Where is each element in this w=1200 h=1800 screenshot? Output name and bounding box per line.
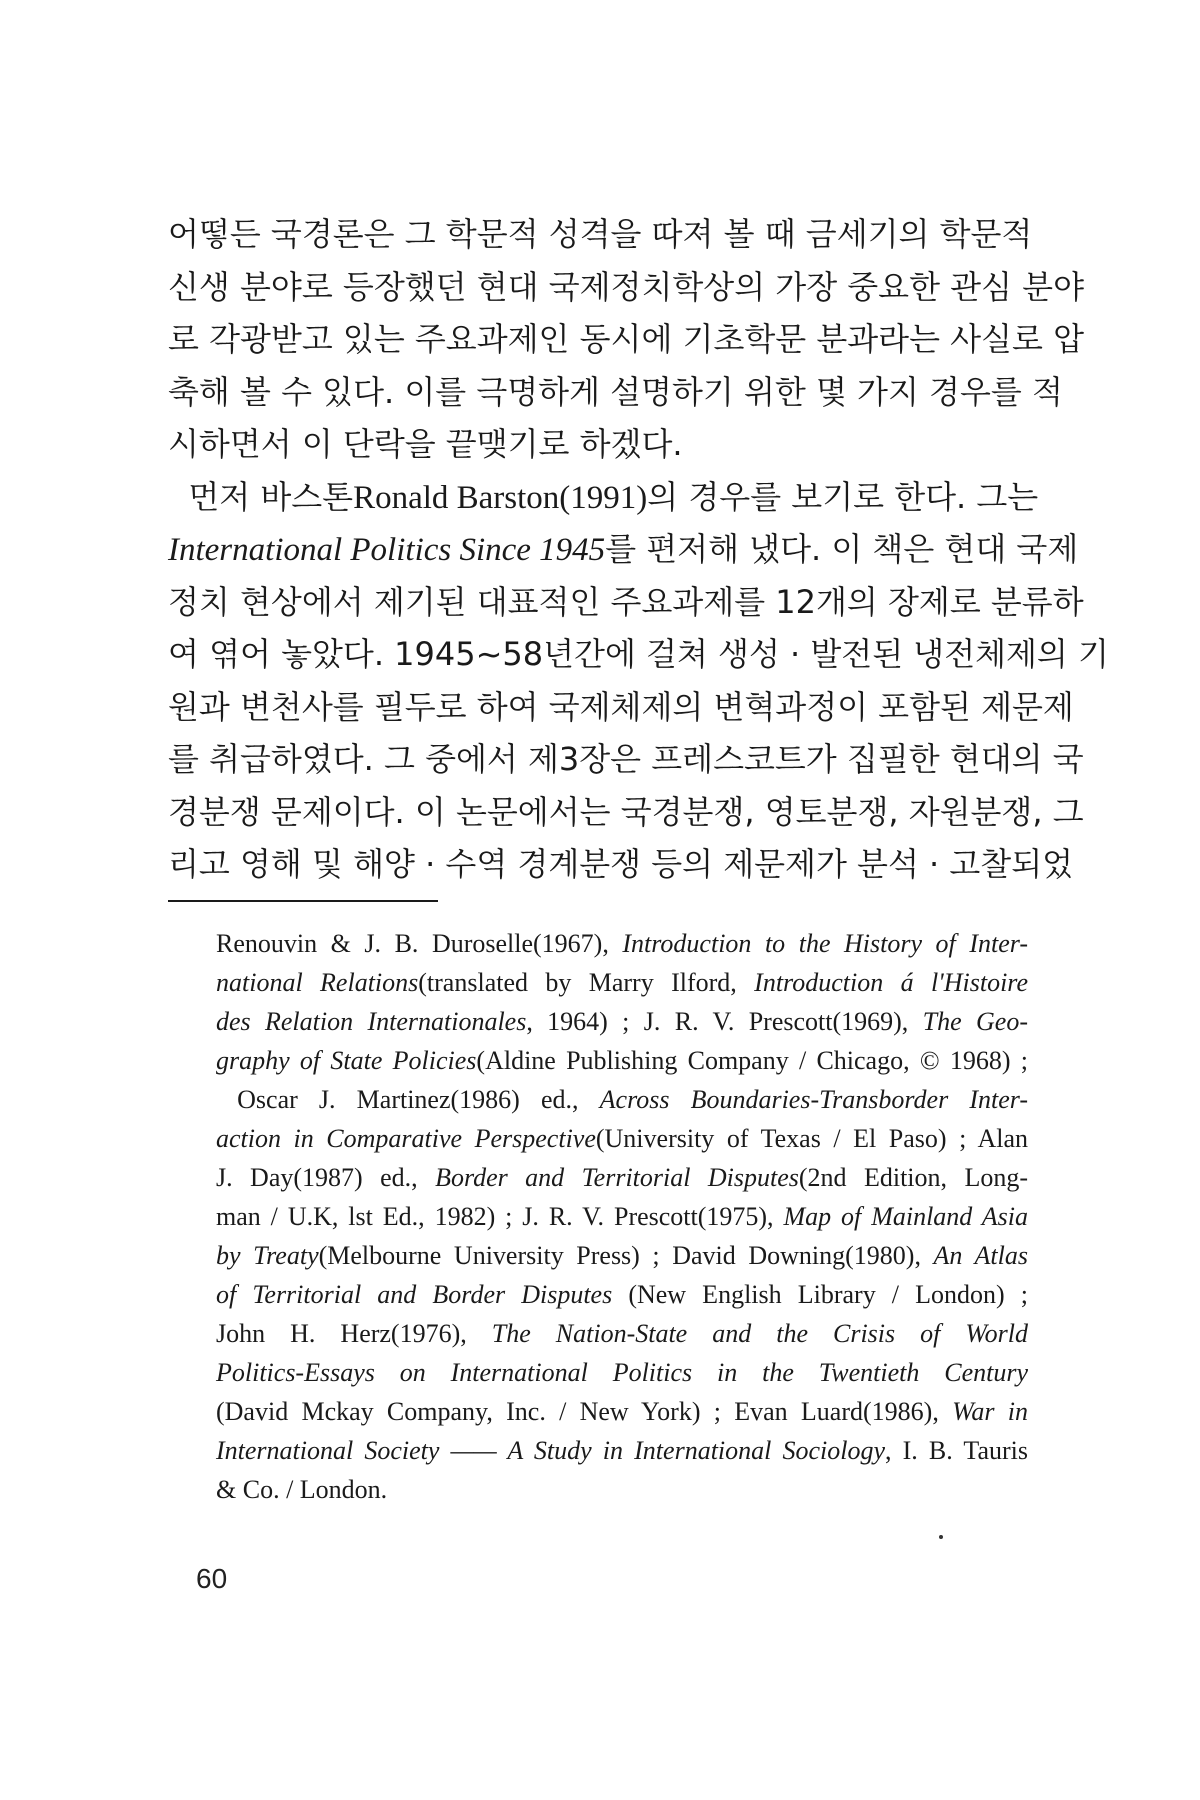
footnote-line <box>216 1041 1028 1080</box>
body-line: 정치 현상에서 제기된 대표적인 주요과제를 12개의 장제로 분류하 <box>168 582 1084 621</box>
body-line <box>168 523 1079 576</box>
body-line: 로 각광받고 있는 주요과제인 동시에 기초학문 분과라는 사실로 압 <box>168 320 1085 358</box>
footnote-line <box>216 1119 1028 1158</box>
text-segment: , I. B. Tauris <box>885 1436 1029 1465</box>
footnote-line <box>216 1353 1028 1392</box>
body-line: 축해 볼 수 있다. 이를 극명하게 설명하기 위한 몇 가지 경우를 적 <box>168 372 1063 411</box>
text-segment: (translated by Marry Ilford, <box>418 968 755 997</box>
footnote <box>216 924 1028 1509</box>
text-segment: (Aldine Publishing Company / Chicago, © 1968) ; <box>476 1046 1029 1075</box>
text-segment: (New English Library / London) ; <box>612 1280 1029 1309</box>
footnote-line <box>216 1236 1028 1275</box>
book-title: action in Comparative Perspective <box>216 1124 596 1153</box>
book-title: The Geo- <box>922 1007 1028 1036</box>
footnote-line <box>216 1470 1028 1509</box>
book-title: Politics-Essays on International Politics in the Twentieth Century <box>216 1358 1028 1387</box>
footnote-line <box>216 1275 1028 1314</box>
book-title: Map of Mainland Asia <box>783 1202 1028 1231</box>
footnote-line <box>216 1002 1028 1041</box>
book-title: Introduction á l'Histoire <box>754 968 1028 997</box>
book-title: Border and Territorial Disputes <box>435 1163 799 1192</box>
text-segment: man / U.K, lst Ed., 1982) ; J. R. V. Prescott(1975), <box>216 1202 784 1231</box>
footnote-line <box>216 1158 1028 1197</box>
body-line: 리고 영해 및 해양 · 수역 경계분쟁 등의 제문제가 분석 · 고찰되었 <box>168 845 1074 883</box>
footnote-line <box>216 924 1028 963</box>
text-segment: & Co. / London. <box>216 1475 388 1504</box>
body-line: 신생 분야로 등장했던 현대 국제정치학상의 가장 중요한 관심 분야 <box>168 267 1085 306</box>
book-title: graphy of State Policies <box>216 1046 477 1075</box>
book-title: International Politics Since 1945 <box>168 532 606 568</box>
text-segment: 를 편저해 냈다. 이 책은 현대 국제 <box>605 530 1079 568</box>
body-line: 를 취급하였다. 그 중에서 제3장은 프레스코트가 집필한 현대의 국 <box>168 740 1084 778</box>
footnote-line <box>216 1080 1028 1119</box>
footnote-line <box>216 963 1028 1002</box>
book-title: des Relation Internationales <box>216 1007 527 1036</box>
text-segment: 먼저 바스톤 <box>188 477 354 516</box>
book-title: national Relations <box>216 968 419 997</box>
body-line: 경분쟁 문제이다. 이 논문에서는 국경분쟁, 영토분쟁, 자원분쟁, 그 <box>168 792 1084 831</box>
text-segment: John H. Herz(1976), <box>216 1319 492 1348</box>
book-title: of Territorial and Border Disputes <box>216 1280 613 1309</box>
text-segment: (David Mckay Company, Inc. / New York) ; Evan Luard(1986), <box>216 1397 953 1426</box>
book-title: International Society —— A Study in International Sociology <box>216 1436 886 1465</box>
footnote-line <box>216 1392 1028 1431</box>
text-segment: , 1964) ; J. R. V. Prescott(1969), <box>526 1007 923 1036</box>
footnote-line <box>216 1431 1028 1470</box>
text-segment: Oscar J. Martinez(1986) ed., <box>237 1085 600 1114</box>
footnote-rule <box>168 900 438 902</box>
body-line: 시하면서 이 단락을 끝맺기로 하겠다. <box>168 425 683 463</box>
book-title: Across Boundaries-Transborder Inter- <box>599 1085 1029 1114</box>
text-segment: J. Day(1987) ed., <box>216 1163 436 1192</box>
book-title: Introduction to the History of Inter- <box>622 929 1028 958</box>
text-segment: Renouvin & J. B. Duroselle(1967), <box>216 929 623 958</box>
text-segment: (2nd Edition, Long- <box>798 1163 1028 1192</box>
book-title: An Atlas <box>933 1241 1028 1270</box>
body-line: 어떻든 국경론은 그 학문적 성격을 따져 볼 때 금세기의 학문적 <box>168 215 1033 253</box>
footnote-line <box>216 1314 1028 1353</box>
book-title: The Nation-State and the Crisis of World <box>491 1319 1028 1348</box>
text-segment: (University of Texas / El Paso) ; Alan <box>595 1124 1028 1153</box>
body-line <box>168 471 1039 524</box>
footnote-line <box>216 1197 1028 1236</box>
page-number: 60 <box>196 1563 228 1594</box>
body-text <box>168 208 1109 891</box>
print-speck <box>939 1535 943 1539</box>
body-line: 원과 변천사를 필두로 하여 국제체제의 변혁과정이 포함된 제문제 <box>168 687 1074 726</box>
book-title: War in <box>952 1397 1028 1426</box>
text-segment: Ronald Barston(1991) <box>353 479 648 516</box>
text-segment: 의 경우를 보기로 한다. 그는 <box>647 477 1039 516</box>
book-title: by Treaty <box>216 1241 319 1270</box>
text-segment: (Melbourne University Press) ; David Downing(1980), <box>318 1241 934 1270</box>
body-line: 여 엮어 놓았다. 1945~58년간에 걸쳐 생성 · 발전된 냉전체제의 기 <box>168 635 1109 673</box>
